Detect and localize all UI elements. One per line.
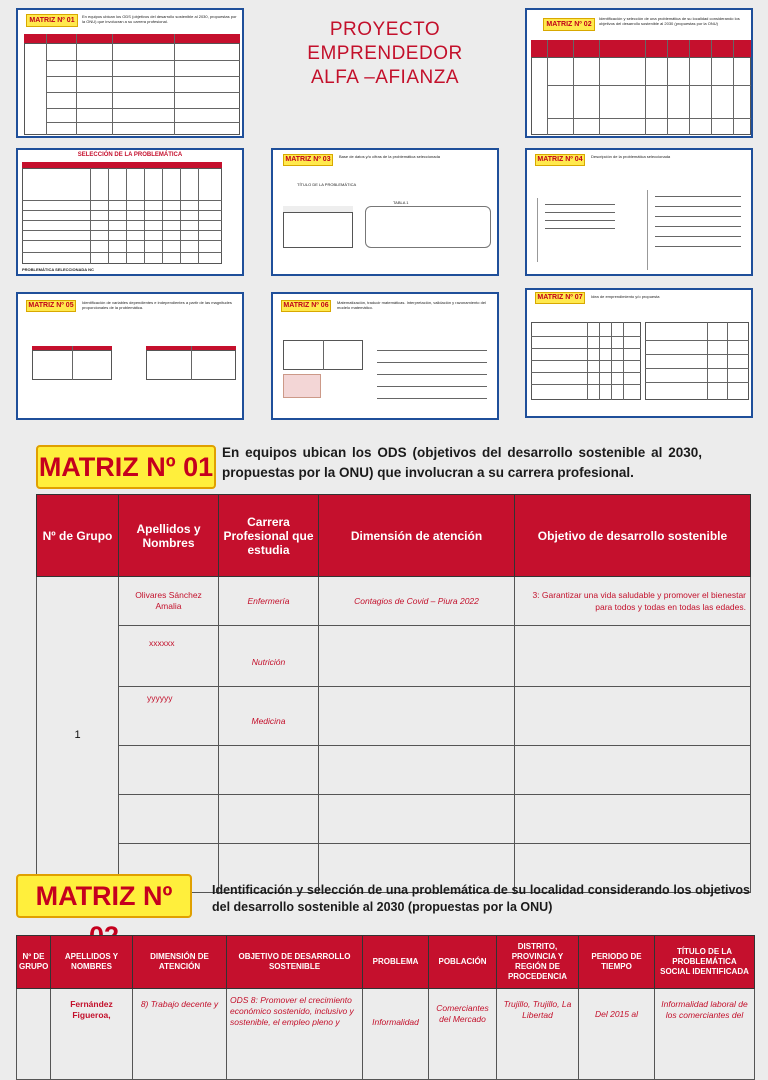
thumbnail-seleccion[interactable]: [16, 148, 244, 276]
page-title: [270, 18, 500, 90]
matriz-01-badge: MATRIZ Nº 01: [36, 445, 216, 489]
career-cell: [219, 795, 319, 844]
thumb-label: TABLA 1: [393, 200, 409, 205]
career-cell: Medicina: [219, 687, 319, 746]
title-line-2: EMPRENDEDOR: [307, 43, 463, 64]
ods-cell: ODS 8: Promover el crecimiento económico sostenido, inclusivo y sostenible, el empleo pleno y: [227, 989, 363, 1080]
group-number: 1: [37, 577, 119, 893]
header-apellidos: Apellidos y Nombres: [119, 495, 219, 577]
thumb-text: Identificación de variables dependientes e independientes a partir de las magnitudes proporcionales de la problemática.: [82, 300, 232, 310]
name-cell: Fernández Figueroa,: [51, 989, 133, 1080]
header-apellidos: APELLIDOS Y NOMBRES: [51, 936, 133, 989]
dimension-cell: [319, 626, 515, 687]
thumbnail-matriz-07[interactable]: [525, 288, 753, 418]
thumb-text: Base de datos y/o cifras de la problemática seleccionada: [339, 154, 440, 159]
thumb-text: Descripción de la problemática seleccionada: [591, 154, 671, 159]
thumb-sub: TÍTULO DE LA PROBLEMÁTICA: [297, 182, 357, 187]
header-titulo: TÍTULO DE LA PROBLEMÁTICA SOCIAL IDENTIFICADA: [655, 936, 755, 989]
thumb-badge: MATRIZ Nº 06: [281, 300, 331, 312]
table-row: [37, 795, 751, 844]
ods-cell: [515, 626, 751, 687]
ods-cell: [515, 795, 751, 844]
problem-cell: Informalidad: [363, 989, 429, 1080]
career-cell: Enfermería: [219, 577, 319, 626]
name-cell: xxxxxx: [119, 626, 219, 687]
district-cell: Trujillo, Trujillo, La Libertad: [497, 989, 579, 1080]
table-row: [37, 577, 751, 626]
thumbnail-matriz-02[interactable]: [525, 8, 753, 138]
dimension-cell: [319, 687, 515, 746]
thumb-badge: MATRIZ Nº 02: [543, 18, 595, 31]
dimension-cell: 8) Trabajo decente y: [133, 989, 227, 1080]
thumb-badge: MATRIZ Nº 03: [283, 154, 333, 166]
thumb-text: En equipos ubican los ODS (objetivos del desarrollo sostenible al 2030, propuestas por la ONU) que involucran a su carrera profesional.: [82, 14, 237, 24]
header-dimension: DIMENSIÓN DE ATENCIÓN: [133, 936, 227, 989]
name-cell: [119, 795, 219, 844]
matriz-01-description: En equipos ubican los ODS (objetivos del desarrollo sostenible al 2030, propuestas por la ONU) que involucran a su carrera profesional.: [222, 445, 702, 480]
thumb-badge: MATRIZ Nº 01: [26, 14, 78, 27]
header-ods: OBJETIVO DE DESARROLLO SOSTENIBLE: [227, 936, 363, 989]
thumb-badge: MATRIZ Nº 07: [535, 292, 585, 304]
thumb-footer: PROBLEMÁTICA SELECCIONADA NC: [22, 267, 94, 272]
career-cell: Nutrición: [219, 626, 319, 687]
header-poblacion: POBLACIÓN: [429, 936, 497, 989]
thumbnail-matriz-06[interactable]: [271, 292, 499, 420]
table-row: [37, 746, 751, 795]
name-cell: [119, 746, 219, 795]
population-cell: Comerciantes del Mercado: [429, 989, 497, 1080]
thumb-text: Matematización, traducir matemáticas. Interpretación, validación y razonamiento del modelo matemático.: [337, 300, 486, 310]
group-cell: [17, 989, 51, 1080]
title-line-3: ALFA –AFIANZA: [311, 67, 459, 88]
header-distrito: DISTRITO, PROVINCIA Y REGIÓN DE PROCEDENCIA: [497, 936, 579, 989]
table-row: [17, 989, 755, 1080]
thumbnail-matriz-04[interactable]: [525, 148, 753, 276]
ods-cell: [515, 687, 751, 746]
name-cell: yyyyyy: [119, 687, 219, 746]
matriz-02-badge: MATRIZ Nº: [16, 874, 192, 918]
dimension-cell: [319, 746, 515, 795]
matriz-02-description: Identificación y selección de una problemática de su localidad considerando los objetivos del desarrollo sostenible al 2030 (propuestas por la ONU): [212, 883, 750, 914]
thumb-text: Idea de emprendimiento y/o propuesta: [591, 294, 660, 299]
header-grupo: Nº de Grupo: [37, 495, 119, 577]
thumb-badge: MATRIZ Nº 04: [535, 154, 585, 166]
header-grupo: Nº DE GRUPO: [17, 936, 51, 989]
header-periodo: PERIODO DE TIEMPO: [579, 936, 655, 989]
header-dimension: Dimensión de atención: [319, 495, 515, 577]
thumb-title: SELECCIÓN DE LA PROBLEMÁTICA: [77, 152, 183, 158]
thumbnail-matriz-05[interactable]: [16, 292, 244, 420]
thumbnail-matriz-01[interactable]: [16, 8, 244, 138]
title-line-1: PROYECTO: [329, 19, 441, 40]
matriz-01-table: [36, 494, 751, 893]
thumb-text: Identificación y selección de una problemática de su localidad considerando los objetivos del desarrollo sostenible al 2030 (propuestas por la ONU): [599, 16, 740, 26]
table-row: [37, 687, 751, 746]
matriz-02-table: [16, 935, 755, 1080]
header-problema: PROBLEMA: [363, 936, 429, 989]
name-cell: Olivares Sánchez Amalia: [119, 577, 219, 626]
header-ods: Objetivo de desarrollo sostenible: [515, 495, 751, 577]
thumb-badge: MATRIZ Nº 05: [26, 300, 76, 312]
title-cell: Informalidad laboral de los comerciantes del: [655, 989, 755, 1080]
dimension-cell: Contagios de Covid – Piura 2022: [319, 577, 515, 626]
header-carrera: Carrera Profesional que estudia: [219, 495, 319, 577]
table-row: [37, 626, 751, 687]
period-cell: Del 2015 al: [579, 989, 655, 1080]
ods-cell: 3: Garantizar una vida saludable y promover el bienestar para todos y todas en todas las edades.: [515, 577, 751, 626]
ods-cell: [515, 746, 751, 795]
career-cell: [219, 746, 319, 795]
dimension-cell: [319, 795, 515, 844]
thumbnail-matriz-03[interactable]: [271, 148, 499, 276]
